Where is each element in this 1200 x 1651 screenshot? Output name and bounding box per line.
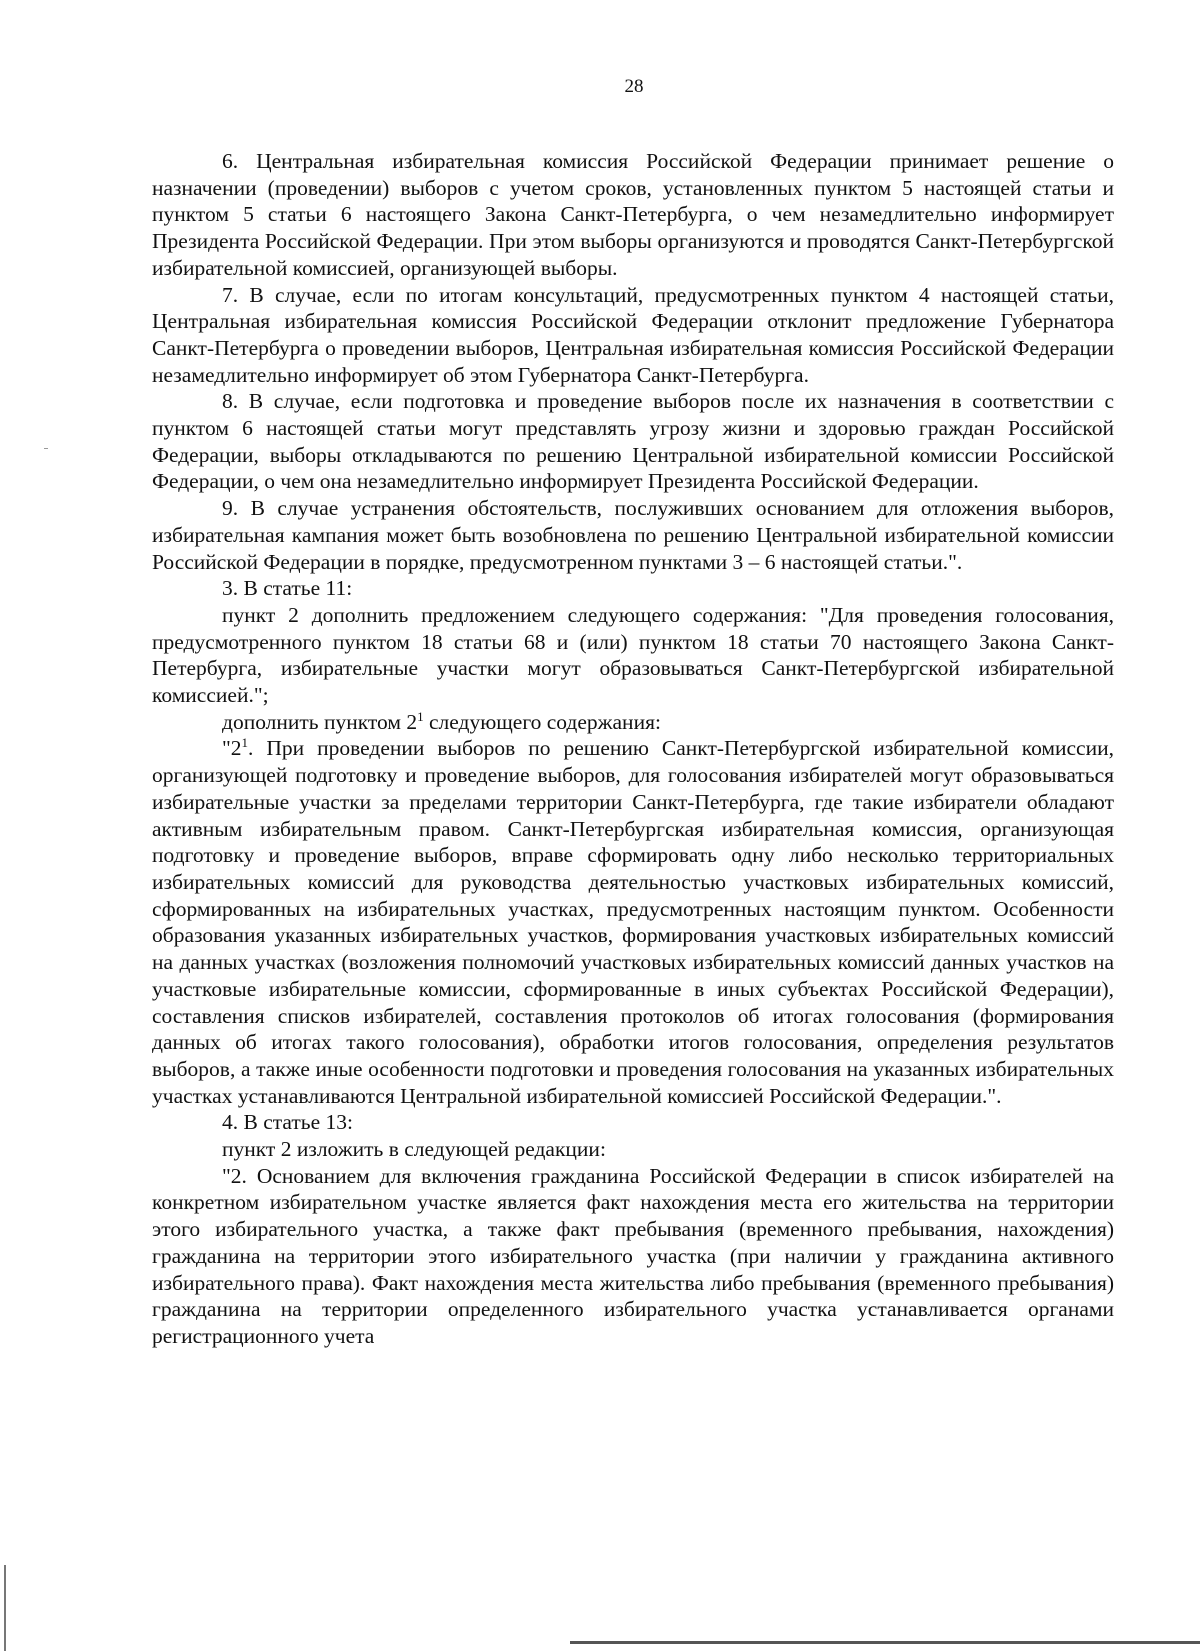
- paragraph-7: 7. В случае, если по итогам консультаций, предусмотренных пунктом 4 настоящей статьи, Центральная избирательная комиссия Российской Федерации отклонит предложение Губернатора Санкт-Петербурга о проведении выборов, Центральная избирательная комиссия Российской Федерации незамедлительно информирует об этом Губернатора Санкт-Петербурга.: [152, 282, 1114, 387]
- add-clause-superscript: 1: [417, 708, 424, 724]
- section-3-add-clause: [152, 709, 1114, 736]
- new-clause-superscript: 1: [241, 735, 249, 751]
- section-3-heading: 3. В статье 11:: [222, 576, 353, 601]
- new-clause-text: . При проведении выборов по решению Санкт-Петербургской избирательной комиссии, организующей подготовку и проведение выборов, для голосования избирателей могут образовываться избирательные участки за пределами территории Санкт-Петербурга, где такие избиратели обладают активным избирательным правом. Санкт-Петербургская избирательная комиссия, организующая подготовку и проведение выборов, вправе сформировать одну либо несколько территориальных избирательных комиссий для руководства деятельностью участковых избирательных комиссий, сформированных на избирательных участках, предусмотренных настоящим пунктом. Особенности образования указанных избирательных участков, формирования участковых избирательных комиссий на данных участках (возложения полномочий участковых избирательных комиссий данных участков на участковые избирательные комиссии, сформированные в иных субъектах Российской Федерации), составления списков избирателей, составления протоколов об итогах голосования (формирования данных об итогах такого голосования), обработки итогов голосования, определения результатов выборов, а также иные особенности подготовки и проведения голосования на указанных избирательных участках устанавливаются Центральной избирательной комиссией Российской Федерации.".: [152, 736, 1114, 1108]
- section-4-item-2: пункт 2 изложить в следующей редакции:: [222, 1137, 606, 1162]
- paragraph-6: 6. Центральная избирательная комиссия Российской Федерации принимает решение о назначении (проведении) выборов с учетом сроков, установленных пунктом 5 настоящей статьи и пунктом 5 статьи 6 настоящего Закона Санкт-Петербурга, о чем незамедлительно информирует Президента Российской Федерации. При этом выборы организуются и проводятся Санкт-Петербургской избирательной комиссией, организующей выборы.: [152, 149, 1114, 280]
- page-number: 28: [624, 76, 644, 97]
- paragraph-9: 9. В случае устранения обстоятельств, послуживших основанием для отложения выборов, избирательная кампания может быть возобновлена по решению Центральной избирательной комиссии Российской Федерации в порядке, предусмотренном пунктами 3 – 6 настоящей статьи.".: [152, 496, 1114, 574]
- section-4-new-text: "2. Основанием для включения гражданина Российской Федерации в список избирателей на конкретном избирательном участке является факт нахождения места его жительства на территории этого избирательного участка, а также факт пребывания (временного пребывания, нахождения) гражданина на территории этого избирательного участка (при наличии у гражданина активного избирательного права). Факт нахождения места жительства либо пребывания (временного пребывания) гражданина на территории определенного избирательного участка устанавливается органами регистрационного учета: [152, 1163, 1114, 1348]
- section-3-new-clause: [152, 735, 1114, 1109]
- scan-edge-left: [4, 1565, 6, 1651]
- margin-mark: [44, 448, 48, 449]
- paragraph-8: 8. В случае, если подготовка и проведение выборов после их назначения в соответствии с пунктом 6 настоящей статьи могут представлять угрозу жизни и здоровью граждан Российской Федерации, выборы откладываются по решению Центральной избирательной комиссии Российской Федерации, о чем она незамедлительно информирует Президента Российской Федерации.: [152, 389, 1114, 494]
- section-3-item-2: пункт 2 дополнить предложением следующего содержания: "Для проведения голосования, предусмотренного пунктом 18 статьи 68 и (или) пунктом 18 статьи 70 настоящего Закона Санкт-Петербурга, избирательные участки могут образовываться Санкт-Петербургской избирательной комиссией.";: [152, 602, 1114, 708]
- scan-edge-bottom: [570, 1641, 1200, 1644]
- new-clause-open: "2: [222, 736, 242, 761]
- add-clause-after: следующего содержания:: [423, 709, 661, 734]
- document-body: [152, 148, 1114, 1350]
- add-clause-before: дополнить пунктом 2: [222, 709, 418, 734]
- section-4-heading: 4. В статье 13:: [222, 1110, 353, 1135]
